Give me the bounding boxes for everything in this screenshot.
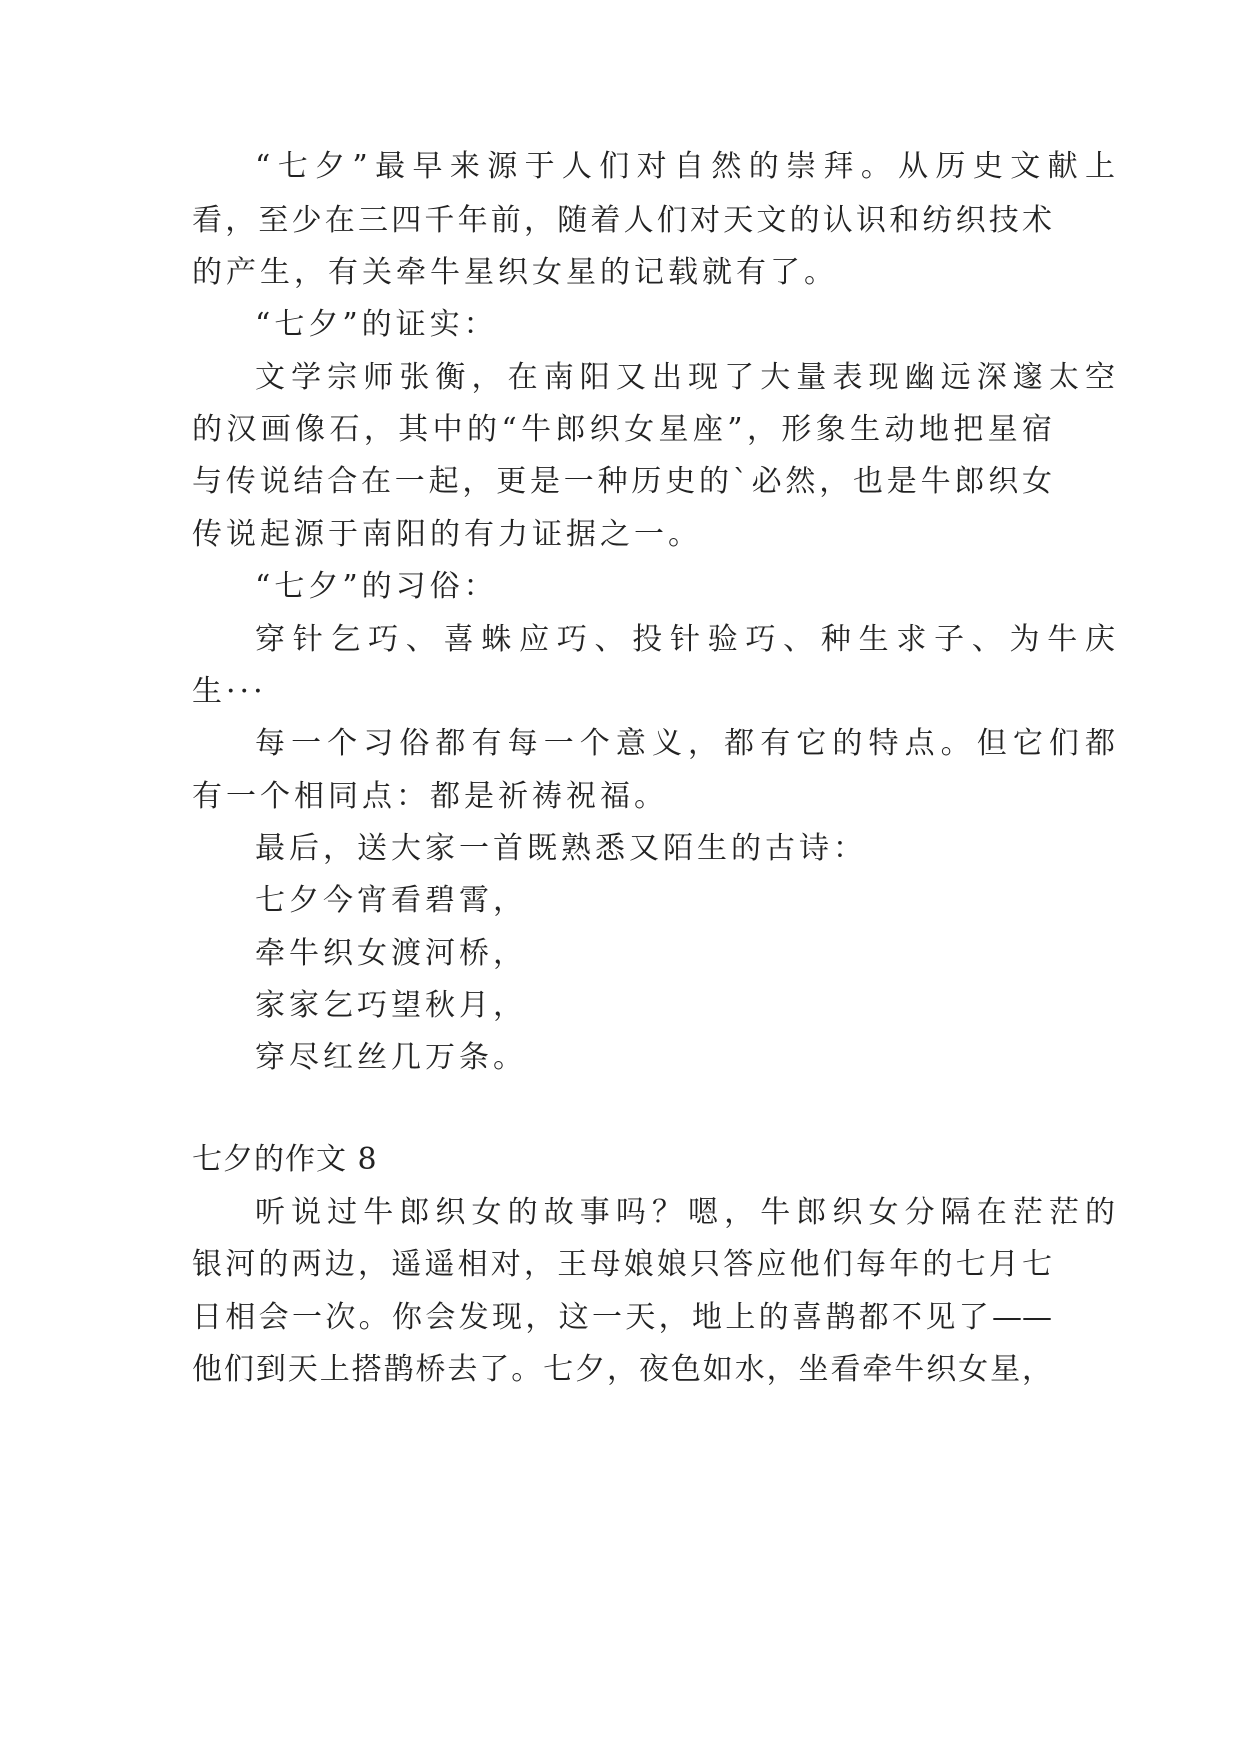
poem-line: 家家乞巧望秋月，: [255, 988, 527, 1023]
paragraph-line: 每一个习俗都有每一个意义，都有它的特点。但它们都: [255, 726, 1115, 761]
poem-line: 牵牛织女渡河桥，: [255, 936, 527, 971]
paragraph-line: 生···: [192, 674, 267, 709]
paragraph-line: 文学宗师张衡，在南阳又出现了大量表现幽远深邃太空: [255, 360, 1115, 395]
paragraph-line: 日相会一次。你会发现，这一天，地上的喜鹊都不见了——: [192, 1300, 1052, 1335]
paragraph-line: 最后，送大家一首既熟悉又陌生的古诗：: [255, 831, 867, 866]
poem-line: 七夕今宵看碧霄，: [255, 883, 527, 918]
paragraph-line: “七夕”最早来源于人们对自然的崇拜。从历史文献上: [255, 149, 1115, 184]
paragraph-line: 有一个相同点：都是祈祷祝福。: [192, 779, 668, 814]
paragraph-line: 银河的两边，遥遥相对，王母娘娘只答应他们每年的七月七: [192, 1247, 1052, 1282]
paragraph-line: 与传说结合在一起，更是一种历史的`必然，也是牛郎织女: [192, 464, 1052, 499]
paragraph-line: 的汉画像石，其中的“牛郎织女星座”，形象生动地把星宿: [192, 412, 1052, 447]
paragraph-line: 的产生，有关牵牛星织女星的记载就有了。: [192, 255, 838, 290]
paragraph-line: 穿针乞巧、喜蛛应巧、投针验巧、种生求子、为牛庆: [255, 622, 1115, 657]
paragraph-line: 他们到天上搭鹊桥去了。七夕，夜色如水，坐看牵牛织女星，: [192, 1352, 1052, 1387]
section-title: 七夕的作文 8: [192, 1142, 378, 1177]
subheading-line: “七夕”的证实：: [255, 307, 498, 342]
subheading-line: “七夕”的习俗：: [255, 569, 498, 604]
paragraph-line: 传说起源于南阳的有力证据之一。: [192, 517, 702, 552]
paragraph-line: 看，至少在三四千年前，随着人们对天文的认识和纺织技术: [192, 203, 1052, 238]
paragraph-line: 听说过牛郎织女的故事吗？嗯，牛郎织女分隔在茫茫的: [255, 1195, 1115, 1230]
poem-line: 穿尽红丝几万条。: [255, 1040, 527, 1075]
